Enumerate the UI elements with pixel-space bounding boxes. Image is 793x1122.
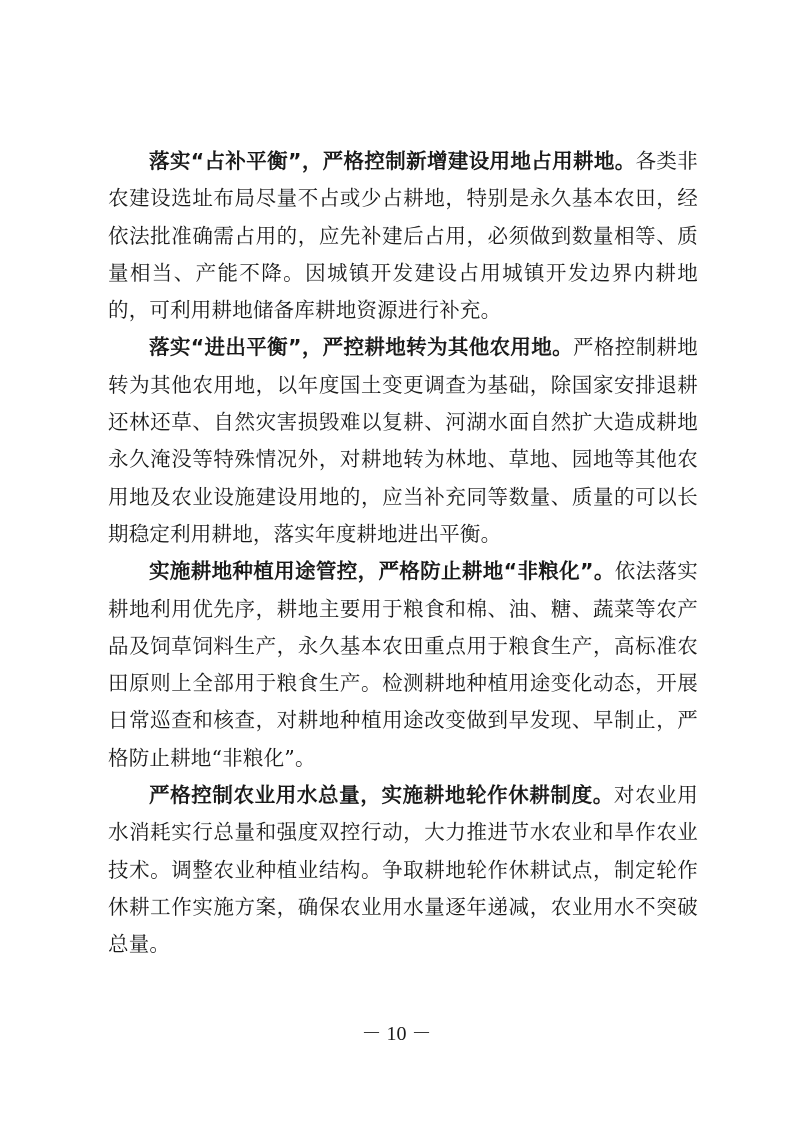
paragraph-body: 依法落实耕地利用优先序，耕地主要用于粮食和棉、油、糖、蔬菜等农产品及饲草饲料生产，永久基本农田重点用于粮食生产，高标准农田原则上全部用于粮食生产。检测耕地种植用途变化动态，开展日常巡查和核查，对耕地种植用途改变做到早发现、早制止，严格防止耕地“非粮化”。 xyxy=(108,559,698,770)
paragraph-body: 严格控制耕地转为其他农用地，以年度国土变更调查为基础，除国家安排退耕还林还草、自然灾害损毁难以复耕、河湖水面自然扩大造成耕地永久淹没等特殊情况外，对耕地转为林地、草地、园地等其他农用地及农业设施建设用地的，应当补充同等数量、质量的可以长期稳定利用耕地，落实年度耕地进出平衡。 xyxy=(108,335,698,546)
paragraph-lead: 实施耕地种植用途管控，严格防止耕地“非粮化”。 xyxy=(149,559,615,584)
page-number: － 10 － xyxy=(361,1023,432,1045)
paragraph-occupation-compensation-balance xyxy=(108,143,698,329)
paragraph-lead: 落实“占补平衡”，严格控制新增建设用地占用耕地。 xyxy=(149,149,636,173)
paragraph-body: 对农业用水消耗实行总量和强度双控行动，大力推进节水农业和旱作农业技术。调整农业种植业结构。争取耕地轮作休耕试点，制定轮作休耕工作实施方案，确保农业用水量逐年递减，农业用水不突破总量。 xyxy=(108,783,698,957)
paragraph-lead: 严格控制农业用水总量，实施耕地轮作休耕制度。 xyxy=(149,783,614,808)
paragraph-planting-use-control xyxy=(108,553,698,777)
paragraph-water-control-rotation xyxy=(108,777,698,963)
document-body xyxy=(108,143,698,964)
paragraph-lead: 落实“进出平衡”，严控耕地转为其他农用地。 xyxy=(149,335,573,360)
paragraph-body: 各类非农建设选址布局尽量不占或少占耕地，特别是永久基本农田，经依法批准确需占用的，应先补建后占用，必须做到数量相等、质量相当、产能不降。因城镇开发建设占用城镇开发边界内耕地的，可利用耕地储备库耕地资源进行补充。 xyxy=(108,149,698,323)
paragraph-in-out-balance xyxy=(108,329,698,553)
